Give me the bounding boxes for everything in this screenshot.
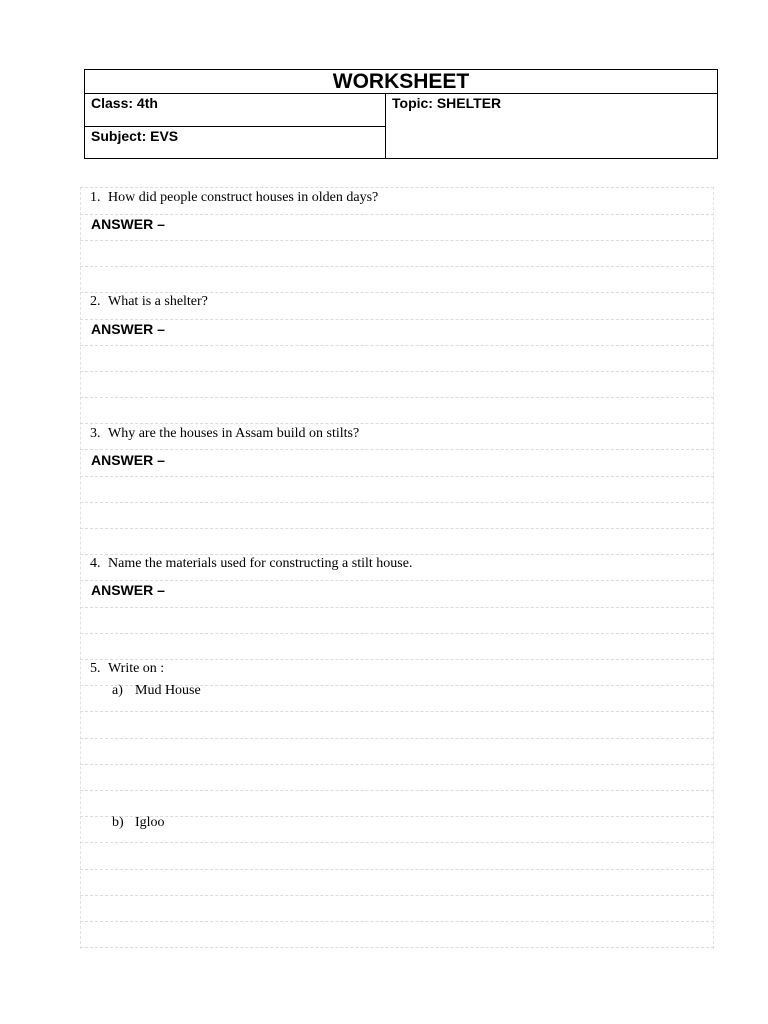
ruled-line — [80, 895, 714, 896]
ruled-line — [80, 319, 714, 320]
ruled-line — [80, 528, 714, 529]
subitem-label: a) — [112, 683, 123, 698]
answer-label: ANSWER – — [91, 216, 165, 232]
ruled-line — [80, 423, 714, 424]
question-text: Write on : — [108, 661, 165, 676]
ruled-line — [80, 790, 714, 791]
ruled-line — [80, 266, 714, 267]
worksheet-title: WORKSHEET — [85, 70, 717, 94]
subitem-text: Mud House — [135, 683, 201, 698]
question-number: 2. — [90, 294, 101, 309]
ruled-line — [80, 292, 714, 293]
subitem-b — [112, 815, 165, 831]
worksheet-header-table — [84, 69, 718, 159]
question-text: What is a shelter? — [108, 294, 208, 309]
subitem-text: Igloo — [135, 815, 165, 830]
answer-label: ANSWER – — [91, 582, 165, 598]
ruled-line — [80, 764, 714, 765]
ruled-line — [80, 187, 714, 188]
class-cell: Class: 4th — [85, 94, 386, 127]
ruled-line — [80, 397, 714, 398]
subitem-a — [112, 683, 201, 699]
ruled-line — [80, 554, 714, 555]
ruled-line — [80, 607, 714, 608]
question-number: 4. — [90, 556, 101, 571]
question-3 — [90, 426, 359, 442]
ruled-line — [80, 214, 714, 215]
ruled-line — [80, 371, 714, 372]
question-number: 5. — [90, 661, 101, 676]
ruled-line — [80, 449, 714, 450]
subject-cell: Subject: EVS — [85, 127, 386, 158]
question-number: 1. — [90, 190, 101, 205]
ruled-line — [80, 842, 714, 843]
ruled-line — [80, 869, 714, 870]
ruled-line — [80, 711, 714, 712]
question-text: Why are the houses in Assam build on stilts? — [108, 426, 360, 441]
ruled-line — [80, 947, 714, 948]
ruled-line — [80, 502, 714, 503]
answer-label: ANSWER – — [91, 321, 165, 337]
ruled-line — [80, 240, 714, 241]
ruled-line — [80, 580, 714, 581]
question-text: How did people construct houses in olden days? — [108, 190, 379, 205]
ruled-line — [80, 633, 714, 634]
answer-label: ANSWER – — [91, 452, 165, 468]
ruled-line — [80, 921, 714, 922]
question-1 — [90, 190, 378, 206]
question-text: Name the materials used for constructing a stilt house. — [108, 556, 413, 571]
ruled-line — [80, 816, 714, 817]
question-2 — [90, 294, 208, 310]
ruled-line — [80, 476, 714, 477]
question-4 — [90, 556, 412, 572]
subitem-label: b) — [112, 815, 124, 830]
question-5 — [90, 661, 164, 677]
ruled-line — [80, 345, 714, 346]
question-number: 3. — [90, 426, 101, 441]
ruled-line — [80, 659, 714, 660]
topic-cell: Topic: SHELTER — [392, 95, 502, 111]
ruled-line — [80, 738, 714, 739]
